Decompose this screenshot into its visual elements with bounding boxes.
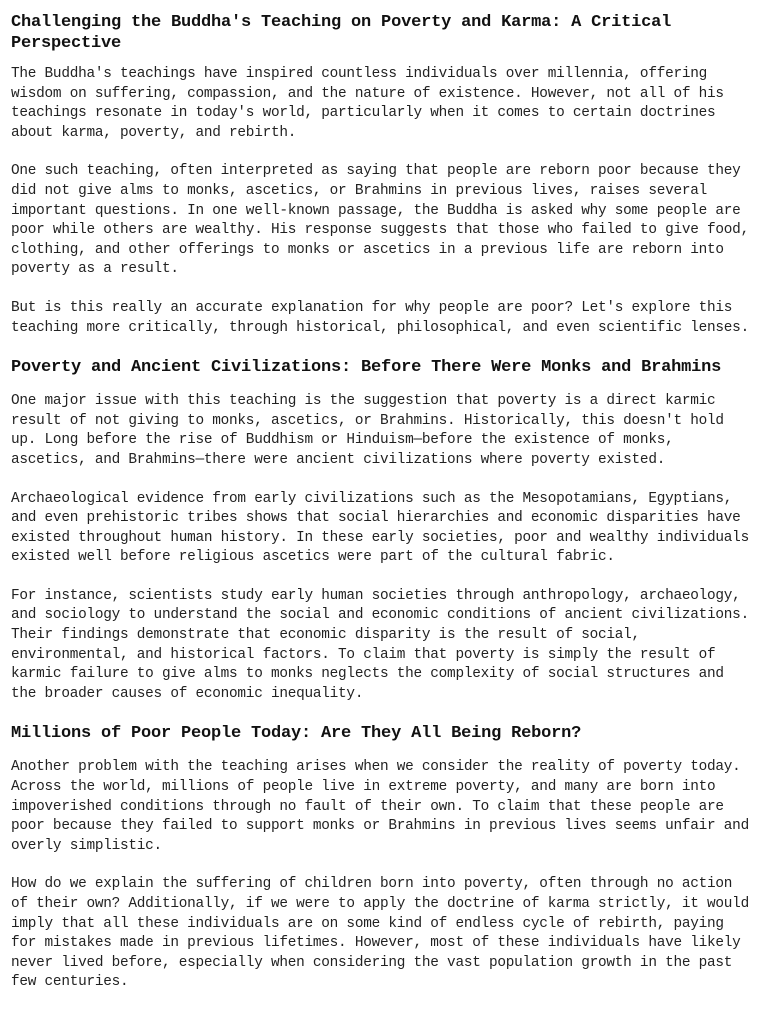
paragraph: One major issue with this teaching is the suggestion that poverty is a direct karmic result of not giving to monks, ascetics, or Brahmins. Historically, this doesn't hold up. Long before the rise of Buddhism or Hinduism—before the existence of monks, ascetics, and Brahmins—there were ancient civilizations where poverty existed. [11,393,724,468]
article-title: Challenging the Buddha's Teaching on Poverty and Karma: A Critical Perspective [11,13,672,53]
section-heading: Poverty and Ancient Civilizations: Before There Were Monks and Brahmins [11,358,722,378]
section-millions-poor [11,723,754,993]
paragraph: For instance, scientists study early human societies through anthropology, archaeology, and sociology to understand the social and economic conditions of ancient civilizations. Their findings demonstrate that economic disparity is the result of social, environmental, and historical factors. To claim that poverty is simply the result of karmic failure to give alms to monks neglects the complexity of social structures and the broader causes of economic inequality. [11,587,749,702]
paragraph: Another problem with the teaching arises when we consider the reality of poverty today. Across the world, millions of people live in extreme poverty, and many are born into impoverished conditions through no fault of their own. To claim that these people are poor because they failed to support monks or Brahmins in previous lives seems unfair and overly simplistic. [11,759,749,854]
paragraph: But is this really an accurate explanation for why people are poor? Let's explore this teaching more critically, through historical, philosophical, and even scientific lenses. [11,299,749,336]
paragraph: The Buddha's teachings have inspired countless individuals over millennia, offering wisdom on suffering, compassion, and the nature of existence. However, not all of his teachings resonate in today's world, particularly when it comes to certain doctrines about karma, poverty, and rebirth. [11,66,724,141]
intro-section [11,65,754,338]
paragraph: One such teaching, often interpreted as saying that people are reborn poor because they did not give alms to monks, ascetics, or Brahmins in previous lives, raises several important questions. In one well-known passage, the Buddha is asked why some people are poor while others are wealthy. His response suggests that those who failed to give food, clothing, and other offerings to monks or ascetics in a previous life are reborn into poverty as a result. [11,163,749,278]
paragraph: Archaeological evidence from early civilizations such as the Mesopotamians, Egyptians, and even prehistoric tribes shows that social hierarchies and economic disparities have existed throughout human history. In these early societies, poor and wealthy individuals existed well before religious ascetics were part of the cultural fabric. [11,490,749,566]
section-ancient-civilizations [11,357,754,704]
paragraph: How do we explain the suffering of children born into poverty, often through no action of their own? Additionally, if we were to apply the doctrine of karma strictly, it would imply that all these individuals are on some kind of endless cycle of rebirth, paying for mistakes made in previous lifetimes. However, most of these individuals have likely never lived before, especially when considering the vast population growth in the past few centuries. [11,876,749,991]
section-heading: Millions of Poor People Today: Are They All Being Reborn? [11,724,582,744]
